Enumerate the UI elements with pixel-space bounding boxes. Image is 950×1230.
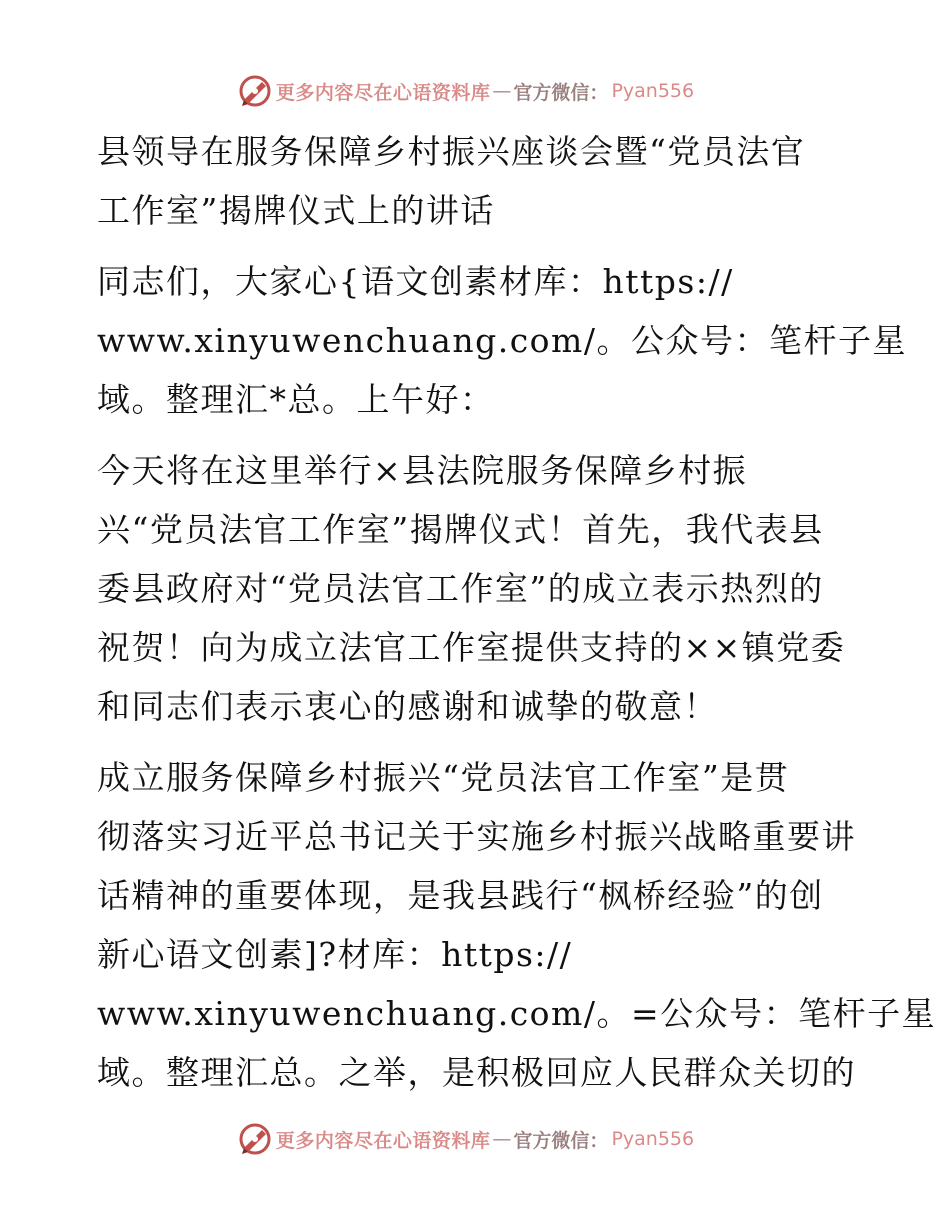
paragraph-line: 域。整理汇*总。上午好：: [97, 380, 495, 419]
title-line: 县领导在服务保障乡村振兴座谈会暨“党员法官: [97, 132, 806, 171]
watermark-inner: [238, 1122, 694, 1156]
watermark-site-text: 更多内容尽在心语资料库: [275, 81, 491, 104]
footer-watermark: [0, 1119, 950, 1159]
paragraph-line: 委县政府对“党员法官工作室”的成立表示热烈的: [97, 569, 824, 608]
paragraph-line: 新心语文创素]?材库：https://: [97, 935, 573, 974]
watermark-wechat-label: 官方微信：: [513, 81, 609, 104]
paragraph-line: 成立服务保障乡村振兴“党员法官工作室”是贯: [97, 758, 790, 797]
title-line: 工作室”揭牌仪式上的讲话: [97, 191, 495, 230]
paragraph-line: 同志们，大家心{语文创素材库：https://: [97, 262, 734, 301]
pen-logo-icon: [238, 74, 272, 108]
paragraph-line: 今天将在这里举行×县法院服务保障乡村振: [97, 451, 748, 490]
paragraph-line: www.xinyuwenchuang.com/。=公众号：笔杆子星: [97, 994, 937, 1033]
watermark-wechat-label: 官方微信：: [513, 1129, 609, 1152]
watermark-inner: [238, 74, 694, 108]
paragraph-line: 域。整理汇总。之举，是积极回应人民群众关切的: [97, 1053, 856, 1092]
watermark-separator: —: [492, 1128, 512, 1150]
watermark-separator: —: [492, 80, 512, 102]
watermark-wechat-id: Pyan556: [611, 80, 695, 102]
pen-logo-icon: [238, 1122, 272, 1156]
paragraph-line: 和同志们表示衷心的感谢和诚挚的敬意！: [97, 687, 718, 726]
watermark-wechat-id: Pyan556: [611, 1128, 695, 1150]
paragraph-line: 彻落实习近平总书记关于实施乡村振兴战略重要讲: [97, 817, 856, 856]
paragraph-line: 话精神的重要体现，是我县践行“枫桥经验”的创: [97, 876, 824, 915]
paragraph-greeting: [97, 252, 907, 429]
paragraph-line: 兴“党员法官工作室”揭牌仪式！首先，我代表县: [97, 510, 824, 549]
paragraph-significance: [97, 748, 937, 1102]
document-title: [97, 122, 857, 240]
document-body: [97, 122, 937, 1114]
paragraph-ceremony: [97, 441, 857, 736]
paragraph-line: www.xinyuwenchuang.com/。公众号：笔杆子星: [97, 321, 907, 360]
paragraph-line: 祝贺！向为成立法官工作室提供支持的××镇党委: [97, 628, 846, 667]
watermark-site-text: 更多内容尽在心语资料库: [275, 1129, 491, 1152]
header-watermark: [0, 71, 950, 111]
